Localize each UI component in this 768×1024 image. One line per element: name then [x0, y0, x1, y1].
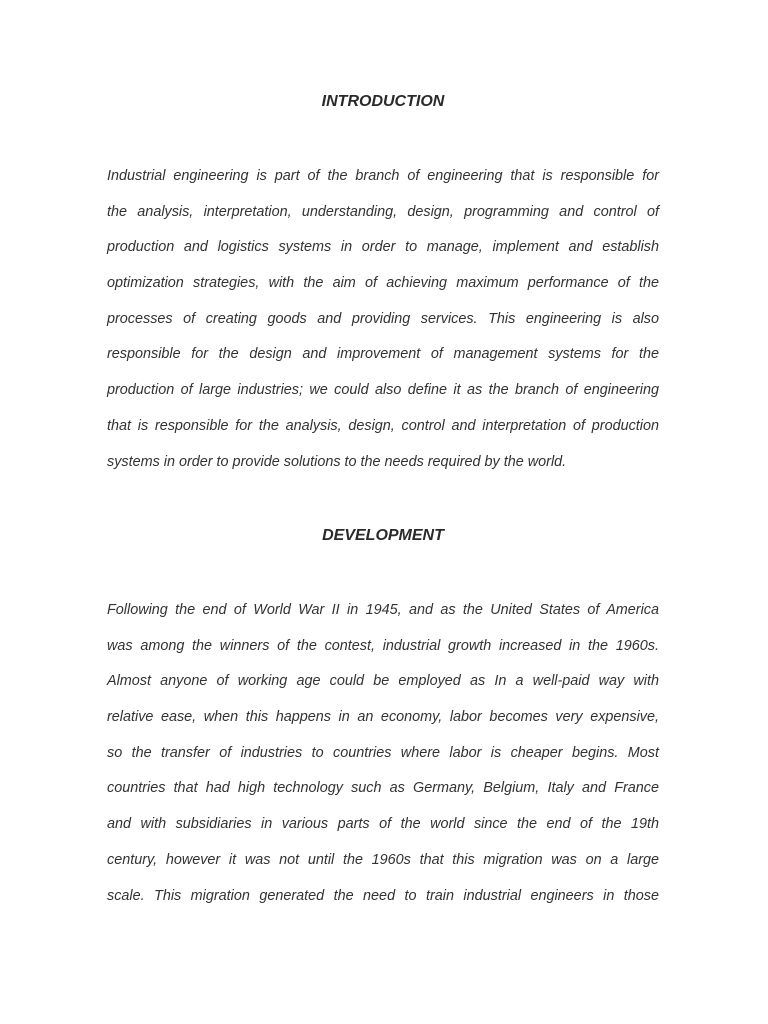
- paragraph-line: the analysis, interpretation, understanding, design, programming and control of: [107, 203, 659, 220]
- development-heading: DEVELOPMENT: [322, 527, 444, 544]
- paragraph-line: countries that had high technology such as Germany, Belgium, Italy and France: [107, 780, 659, 797]
- paragraph-line: relative ease, when this happens in an economy, labor becomes very expensive,: [107, 709, 659, 726]
- paragraph-line: production and logistics systems in order to manage, implement and establish: [107, 239, 659, 256]
- paragraph-line: so the transfer of industries to countries where labor is cheaper begins. Most: [107, 744, 659, 761]
- paragraph-line: century, however it was not until the 1960s that this migration was on a large: [107, 851, 659, 868]
- paragraph-line: scale. This migration generated the need to train industrial engineers in those: [107, 887, 659, 904]
- paragraph-line: was among the winners of the contest, industrial growth increased in the 1960s.: [107, 637, 659, 654]
- development-paragraph: [107, 593, 659, 914]
- paragraph-line: production of large industries; we could also define it as the branch of engineering: [107, 382, 659, 399]
- paragraph-line: Almost anyone of working age could be employed as In a well-paid way with: [107, 673, 659, 690]
- paragraph-line: processes of creating goods and providing services. This engineering is also: [107, 310, 659, 327]
- paragraph-line: Following the end of World War II in 1945, and as the United States of America: [107, 602, 659, 618]
- introduction-paragraph: [107, 159, 659, 480]
- paragraph-line: that is responsible for the analysis, design, control and interpretation of production: [107, 417, 659, 434]
- paragraph-line: systems in order to provide solutions to the needs required by the world.: [107, 453, 567, 470]
- paragraph-line: optimization strategies, with the aim of achieving maximum performance of the: [107, 275, 659, 292]
- paragraph-line: responsible for the design and improvement of management systems for the: [107, 346, 659, 363]
- paragraph-line: Industrial engineering is part of the branch of engineering that is responsible for: [107, 168, 659, 184]
- introduction-heading: INTRODUCTION: [321, 93, 445, 110]
- paragraph-line: and with subsidiaries in various parts of the world since the end of the 19th: [107, 816, 659, 833]
